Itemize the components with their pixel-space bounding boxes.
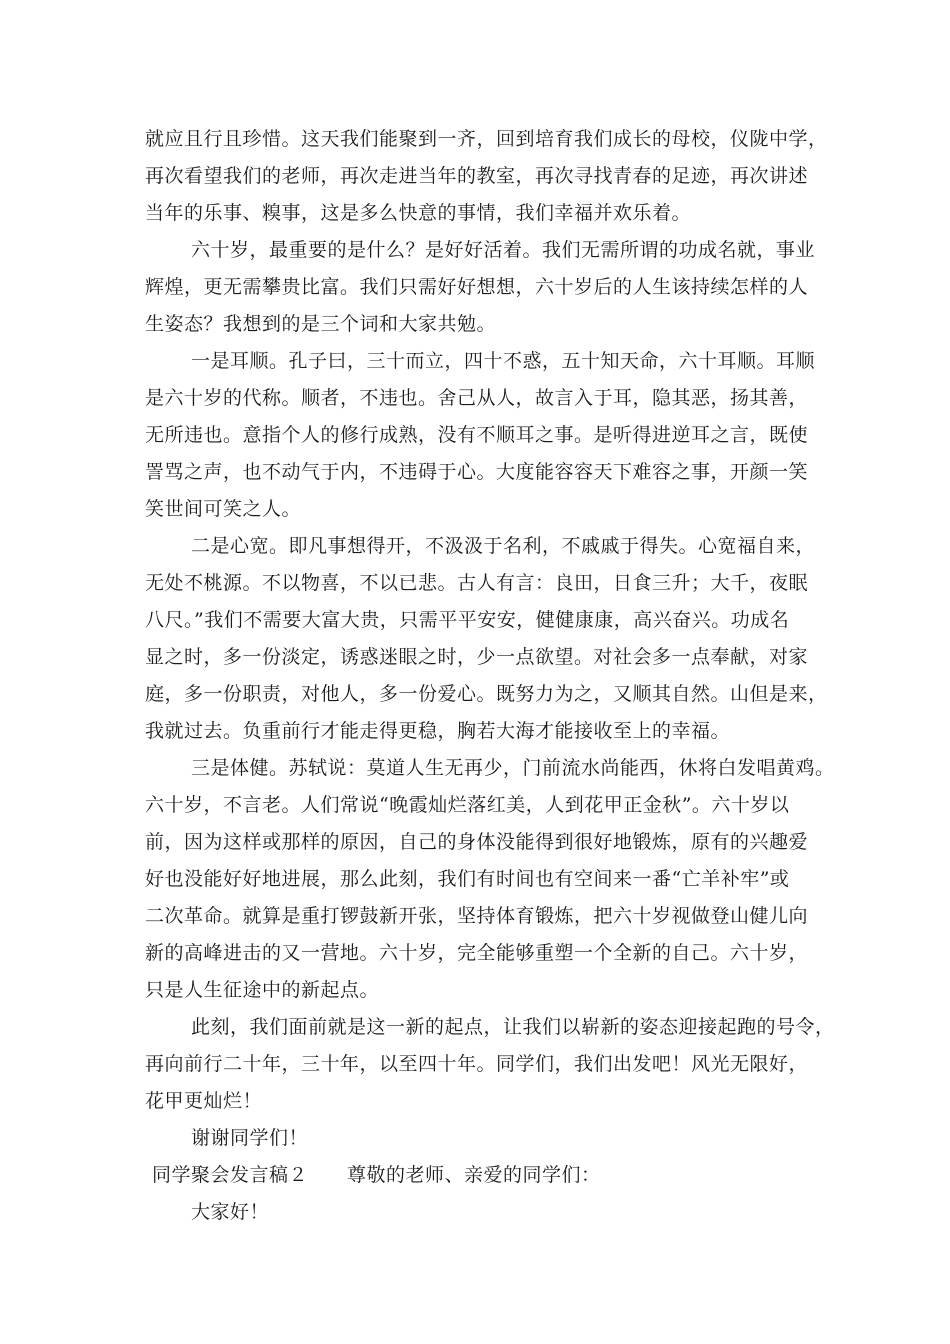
paragraph-start-line: 三是体健。苏轼说：莫道人生无再少，门前流水尚能西，休将白发唱黄鸡。 <box>191 757 835 779</box>
text-line: 生姿态？我想到的是三个词和大家共勉。 <box>145 313 497 335</box>
text-line: 前，因为这样或那样的原因，自己的身体没能得到很好地锻炼，原有的兴趣爱 <box>145 831 809 853</box>
text-line: 好也没能好好地进展，那么此刻，我们有时间也有空间来一番“亡羊补牢”或 <box>145 868 790 890</box>
text-line: 只是人生征途中的新起点。 <box>145 979 380 1001</box>
text-line: 无处不桃源。不以物喜，不以已悲。古人有言：良田，日食三升；大千，夜眠 <box>145 572 809 594</box>
paragraph-start-line: 六十岁，最重要的是什么？是好好活着。我们无需所谓的功成名就，事业 <box>191 239 816 261</box>
closing-line: 谢谢同学们！ <box>191 1127 309 1149</box>
greeting-line: 大家好！ <box>191 1201 270 1223</box>
text-line: 无所违也。意指个人的修行成熟，没有不顺耳之事。是听得进逆耳之言，既使 <box>145 424 809 446</box>
paragraph-start-line: 一是耳顺。孔子曰，三十而立，四十不惑，五十知天命，六十耳顺。耳顺 <box>191 350 816 372</box>
text-line: 花甲更灿烂！ <box>145 1090 263 1112</box>
text-line: 八尺。”我们不需要大富大贵，只需平平安安，健健康康，高兴奋兴。功成名 <box>145 609 790 631</box>
text-line: 我就过去。负重前行才能走得更稳，胸若大海才能接收至上的幸福。 <box>145 720 731 742</box>
text-line: 笑世间可笑之人。 <box>145 498 302 520</box>
text-line: 辉煌，更无需攀贵比富。我们只需好好想想，六十岁后的人生该持续怎样的人 <box>145 276 809 298</box>
text-line: 再向前行二十年，三十年，以至四十年。同学们，我们出发吧！风光无限好， <box>145 1053 809 1075</box>
text-line: 二次革命。就算是重打锣鼓新开张，坚持体育锻炼，把六十岁视做登山健儿向 <box>145 905 809 927</box>
text-line: 詈骂之声，也不动气于内，不违碍于心。大度能容容天下难容之事，开颜一笑 <box>145 461 809 483</box>
section-heading-line: 同学聚会发言稿２ 尊敬的老师、亲爱的同学们： <box>152 1164 601 1186</box>
text-line: 六十岁，不言老。人们常说“晚霞灿烂落红美，人到花甲正金秋”。六十岁以 <box>145 794 790 816</box>
text-line: 显之时，多一份淡定，诱惑迷眼之时，少一点欲望。对社会多一点奉献，对家 <box>145 646 809 668</box>
paragraph-start-line: 二是心宽。即凡事想得开，不汲汲于名利，不戚戚于得失。心宽福自来， <box>191 535 816 557</box>
text-line: 再次看望我们的老师，再次走进当年的教室，再次寻找青春的足迹，再次讲述 <box>145 165 809 187</box>
text-line: 庭，多一份职责，对他人，多一份爱心。既努力为之，又顺其自然。山但是来， <box>145 683 828 705</box>
text-line: 当年的乐事、糗事，这是多么快意的事情，我们幸福并欢乐着。 <box>145 202 692 224</box>
paragraph-start-line: 此刻，我们面前就是这一新的起点，让我们以崭新的姿态迎接起跑的号令， <box>191 1016 835 1038</box>
text-line: 是六十岁的代称。顺者，不违也。舍己从人，故言入于耳，隐其恶，扬其善， <box>145 387 809 409</box>
text-line: 就应且行且珍惜。这天我们能聚到一齐，回到培育我们成长的母校，仪陇中学， <box>145 128 828 150</box>
text-line: 新的高峰进击的又一营地。六十岁，完全能够重塑一个全新的自己。六十岁， <box>145 942 809 964</box>
